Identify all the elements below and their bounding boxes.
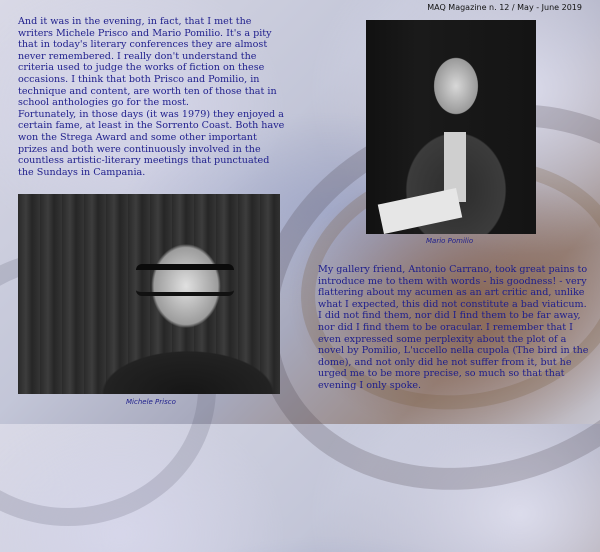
photo-caption-pomilio: Mario Pomilio [426, 237, 474, 245]
photo-mario-pomilio [366, 20, 536, 234]
photo-detail [378, 188, 462, 234]
article-paragraph: And it was in the evening, in fact, that I met the writers Michele Prisco and Mario Pomilio. It's a pity that in today's literary conferences they are almost never remembered. I really don't understand the criteria used to judge the works of fiction on these occasions. I think that both Prisco and Pomilio, in technique and content, are worth ten of those that in school anthologies go for the most. [18, 16, 277, 109]
photo-detail [136, 264, 234, 296]
article-paragraph: My gallery friend, Antonio Carrano, took great pains to introduce me to them with words - his goodness! - very flattering about my acumen as an art critic and, unlike what I expected, this did not constitute a bad viaticum. I did not find them, nor did I find them to be far away, nor did I find them to be oracular. I remember that I even expressed some perplexity about the plot of a novel by Pomilio, L'uccello nella cupola (The bird in the dome), and not only did he not suffer from it, but he urged me to be more precise, so much so that that evening I only spoke. [318, 264, 589, 391]
article-column-left [18, 16, 288, 178]
photo-caption-prisco: Michele Prisco [126, 398, 176, 406]
article-paragraph: Fortunately, in those days (it was 1979) they enjoyed a certain fame, at least in the Sorrento Coast. Both have won the Strega Award and some other important prizes and both were continuously involved in the countless artistic-literary meetings that punctuated the Sundays in Campania. [18, 108, 285, 178]
photo-michele-prisco [18, 194, 280, 394]
magazine-header: MAQ Magazine n. 12 / May - June 2019 [427, 3, 582, 12]
